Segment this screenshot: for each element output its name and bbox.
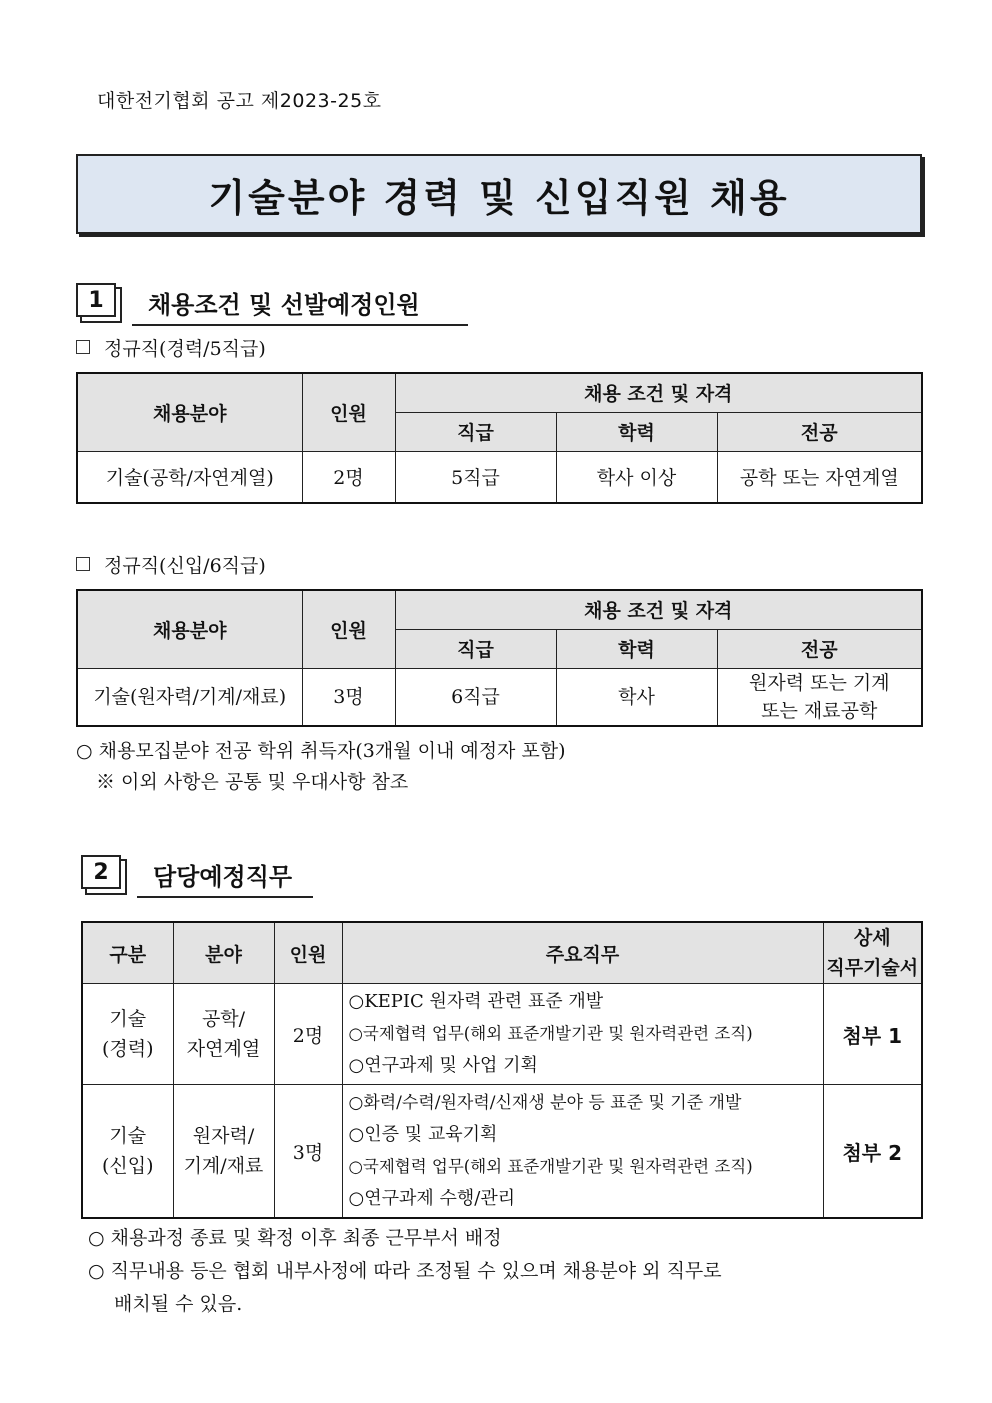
section-2-note-adjustment: ○ 직무내용 등은 협회 내부사정에 따라 조정될 수 있으며 채용분야 외 직무로 <box>88 1260 722 1282</box>
duty-item: ○연구과제 수행/관리 <box>348 1188 516 1209</box>
table-2-label <box>76 551 266 578</box>
header-major: 전공 <box>717 412 922 451</box>
cell-grade: 6직급 <box>395 668 556 726</box>
cell-grade: 5직급 <box>395 451 556 503</box>
cell-type-line1: 기술 <box>109 1125 147 1147</box>
notice-number: 대한전기협회 공고 제2023-25호 <box>97 90 382 112</box>
cell-count: 3명 <box>274 1085 342 1219</box>
duty-item: ○화력/수력/원자력/신재생 분야 등 표준 및 기준 개발 <box>348 1093 742 1113</box>
cell-field-line1: 원자력/ <box>192 1125 255 1147</box>
checkbox-square-icon <box>76 340 90 354</box>
cell-count: 3명 <box>302 668 395 726</box>
header-count: 인원 <box>302 373 395 451</box>
header-grade: 직급 <box>395 629 556 668</box>
section-1-number: 1 <box>76 283 116 317</box>
cell-type <box>82 1085 173 1219</box>
section-1-note-degree: ○ 채용모집분야 전공 학위 취득자(3개월 이내 예정자 포함) <box>76 740 566 762</box>
duty-item: ○국제협력 업무(해외 표준개발기관 및 원자력관련 조직) <box>348 1157 753 1176</box>
cell-field-line2: 자연계열 <box>186 1038 261 1060</box>
cell-major: 공학 또는 자연계열 <box>717 451 922 503</box>
section-2-title: 담당예정직무 <box>137 857 313 898</box>
cell-count: 2명 <box>274 984 342 1085</box>
header-detail-line2: 직무기술서 <box>826 957 919 979</box>
cell-duties <box>342 1085 823 1219</box>
cell-field <box>173 1085 274 1219</box>
checkbox-square-icon <box>76 557 90 571</box>
duty-item: ○연구과제 및 사업 기획 <box>348 1055 538 1076</box>
header-education: 학력 <box>556 412 717 451</box>
cell-education: 학사 <box>556 668 717 726</box>
cell-attachment: 첨부 1 <box>823 984 922 1085</box>
section-1-title: 채용조건 및 선발예정인원 <box>132 285 468 326</box>
cell-field: 기술(원자력/기계/재료) <box>77 668 302 726</box>
table-row <box>82 984 922 1085</box>
duty-item: ○국제협력 업무(해외 표준개발기관 및 원자력관련 조직) <box>348 1024 753 1043</box>
cell-count: 2명 <box>302 451 395 503</box>
cell-type-line2: (신입) <box>101 1155 154 1177</box>
table-2-label-text: 정규직(신입/6직급) <box>104 555 266 577</box>
header-field: 채용분야 <box>77 590 302 668</box>
section-2-note-assignment: ○ 채용과정 종료 및 확정 이후 최종 근무부서 배정 <box>88 1227 502 1249</box>
cell-duties <box>342 984 823 1085</box>
cell-field-line1: 공학/ <box>201 1008 246 1030</box>
header-count: 인원 <box>274 922 342 984</box>
header-count: 인원 <box>302 590 395 668</box>
header-major: 전공 <box>717 629 922 668</box>
table-duties <box>81 921 923 1219</box>
table-1-label-text: 정규직(경력/5직급) <box>104 338 266 360</box>
header-education: 학력 <box>556 629 717 668</box>
cell-type-line2: (경력) <box>101 1038 154 1060</box>
cell-field-line2: 기계/재료 <box>183 1155 264 1177</box>
header-conditions: 채용 조건 및 자격 <box>395 373 922 412</box>
header-field: 채용분야 <box>77 373 302 451</box>
cell-field <box>173 984 274 1085</box>
table-row <box>82 1085 922 1219</box>
section-1-note-reference: ※ 이외 사항은 공통 및 우대사항 참조 <box>96 771 409 793</box>
table-1-label <box>76 334 266 361</box>
header-detail-line1: 상세 <box>853 927 891 949</box>
section-2-note-adjustment-cont: 배치될 수 있음. <box>114 1293 243 1315</box>
cell-type <box>82 984 173 1085</box>
header-detail <box>823 922 922 984</box>
cell-education: 학사 이상 <box>556 451 717 503</box>
header-grade: 직급 <box>395 412 556 451</box>
table-regular-experienced <box>76 372 923 504</box>
header-field: 분야 <box>173 922 274 984</box>
cell-major-line1: 원자력 또는 기계 <box>748 671 890 694</box>
header-type: 구분 <box>82 922 173 984</box>
page-title-box <box>76 154 922 234</box>
section-2-number: 2 <box>81 855 121 889</box>
cell-major-line2: 또는 재료공학 <box>761 699 878 722</box>
cell-type-line1: 기술 <box>109 1008 147 1030</box>
header-duties: 주요직무 <box>342 922 823 984</box>
cell-attachment: 첨부 2 <box>823 1085 922 1219</box>
table-regular-new <box>76 589 923 727</box>
header-conditions: 채용 조건 및 자격 <box>395 590 922 629</box>
duty-item: ○인증 및 교육기획 <box>348 1124 498 1145</box>
duty-item: ○KEPIC 원자력 관련 표준 개발 <box>348 991 604 1012</box>
cell-field: 기술(공학/자연계열) <box>77 451 302 503</box>
cell-major <box>717 668 922 726</box>
page-title: 기술분야 경력 및 신입직원 채용 <box>208 175 790 220</box>
